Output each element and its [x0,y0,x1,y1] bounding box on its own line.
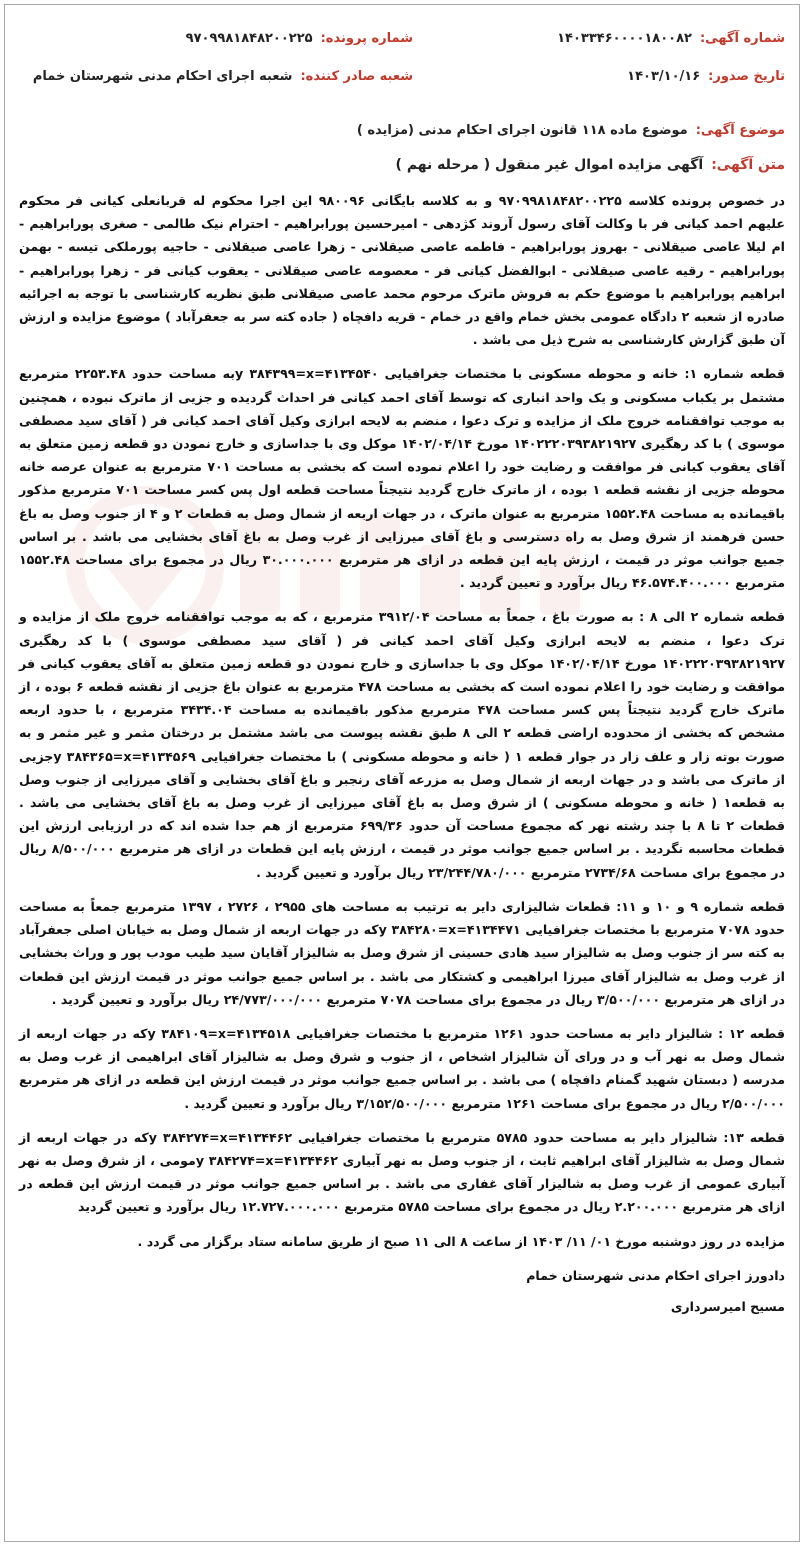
notice-title [396,157,785,173]
paragraph-plots-2-8: قطعه شماره ۲ الی ۸ : به صورت باغ ، جمعاً به مساحت ۳۹۱۲/۰۴ مترمربع ، که به موجب توافقنامه خروج ملک از مزایده و ترک دعوا ، منضم به لایحه ابرازی وکیل آقای احمد کیانی فر ( آقای سید مصطفی موسوی ) با کد رهگیری ۱۴۰۲۲۲۰۳۹۳۸۲۱۹۲۷ مورخ ۱۴۰۲/۰۴/۱۴ موکل وی با جداسازی و خارج نمودن دو قطعه زمین متعلق به آقای یعقوب کیانی فر موافقت و رضایت خود را اعلام نموده است که بخشی به مساحت ۴۷۸ مترمربع به عنوان باغ جزیی از نقشه قطعه ۶ بوده ، از ماترک خارج گردید نتیجتاً پس کسر مساحت ۴۷۸ مترمربع مذکور باقیمانده به مساحت ۳۴۳۴.۰۴ مترمربع ، با حدود اربعه مشخص که بخشی از محدوده اراضی قطعه ۲ الی ۸ طبق نقشه پیوست می باشد مشتمل بر درختان مثمر و غیر مثمر و به صورت بوته زار و علف زار در جوار قطعه ۱ ( خانه و محوطه مسکونی ) با مختصات جغرافیایی ۴۱۳۴۵۶۹=y ۳۸۴۳۶۵=xجزیی از ماترک می باشد و در جهات اربعه از شمال وصل به مزرعه آقای رنجبر و باغ آقای بخشایی و آقای میرزایی از جنوب وصل به قطعه۱ ( خانه و محوطه مسکونی ) از شرق وصل به باغ آقای میرزایی از غرب وصل به باغ آقای بخشایی می باشد . قطعات ۲ تا ۸ با چند رشته نهر که مجموع مساحت آن حدود ۶۹۹/۳۶ مترمربع از هم جدا شده اند که در ارزیابی ارزش این قطعات محاسبه نگردید . بر اساس جمیع جوانب موثر در قیمت ، ارزش پایه این قطعات در ازای هر مترمربع ۸/۵۰۰/۰۰۰ ریال در مجموع برای مساحت ۲۷۳۴/۶۸ مترمربع ۲۳/۲۴۴/۷۸۰/۰۰۰ ریال برآورد و تعیین گردید . [19,609,786,880]
issuer-value: شعبه اجرای احکام مدنی شهرستان خمام [32,69,293,84]
paragraph-plot-12: قطعه ۱۲ : شالیزار دایر به مساحت حدود ۱۲۶۱ مترمربع با مختصات جغرافیایی ۴۱۳۴۵۱۸=y ۳۸۴۱۰۹=xکه در جهات اربعه از شمال وصل به نهر آب و در ورای آن شالیزار اشخاص ، از جنوب و شرق وصل به شالیزار آقای ابراهیمی از غرب وصل به مدرسه ( دبستان شهید گمنام دافچاه ) می باشد . بر اساس جمیع جوانب موثر در قیمت ارزش این قطعه در ازای هر مترمربع ۲/۵۰۰/۰۰۰ ریال در مجموع برای مساحت ۱۲۶۱ مترمربع ۳/۱۵۲/۵۰۰/۰۰۰ ریال برآورد و تعیین گردید . [19,1025,785,1111]
notice-subject [357,123,785,138]
signature-name: مسیح امیرسرداری [670,1298,785,1314]
subject-label: موضوع آگهی: [695,123,785,138]
case-number [186,31,413,46]
notice-number [557,31,785,46]
case-number-label: شماره پرونده: [320,31,413,46]
issue-date-label: تاریخ صدور: [708,69,785,84]
paragraph-plot-1: قطعه شماره ۱: خانه و محوطه مسکونی با مختصات جغرافیایی ۴۱۳۴۵۴۰=y ۳۸۴۳۹۹=xبه مساحت حدود ۲۲۵۳.۴۸ مترمربع مشتمل بر یکباب مسکونی و یک واحد انباری که توسط آقای احمد کیانی فر احداث گردیده و جزیی از ماترک نبوده ، همچنین به موجب توافقنامه خروج ملک از مزایده و ترک دعوا ، منضم به لایحه ابرازی وکیل آقای احمد کیانی فر ( آقای سید مصطفی موسوی ) با کد رهگیری ۱۴۰۲۲۲۰۳۹۳۸۲۱۹۲۷ مورخ ۱۴۰۲/۰۴/۱۴ موکل وی با جداسازی و خارج نمودن دو قطعه زمین متعلق به آقای یعقوب کیانی فر موافقت و رضایت خود را اعلام نموده است که بخشی به مساحت ۷۰۱ مترمربع به عنوان عرصه خانه محوطه جزیی از نقشه قطعه ۱ بوده ، از ماترک خارج گردید نتیجتاً مساحت قطعه اول پس کسر مساحت ۷۰۱ مترمربع مذکور باقیمانده به مساحت ۱۵۵۲.۴۸ مترمربع به عنوان ماترک ، در جهات اربعه از شمال وصل به قطعات ۲ و ۴ از جنوب وصل به باغ حسن فرهمند از شرق وصل به راه دسترسی و باغ آقای میرزایی از غرب وصل به باغ آقای بخشایی می باشد . بر اساس جمیع جوانب موثر در قیمت ، ارزش پایه این قطعه در ازای هر مترمربع ۳۰.۰۰۰.۰۰۰ ریال در مجموع برای مساحت ۱۵۵۲.۴۸ مترمربع ۴۶.۵۷۴.۴۰۰.۰۰۰ ریال برآورد و تعیین گردید . [19,366,785,591]
paragraph-plot-13: قطعه ۱۳: شالیزار دایر به مساحت حدود ۵۷۸۵ مترمربع با مختصات جغرافیایی ۴۱۳۴۴۶۲=y ۳۸۴۲۷۴=xکه در جهات اربعه از شمال وصل به شالیزار آقای ابراهیم ثابت ، از جنوب وصل به نهر آبیاری ۴۱۳۴۴۶۲=y ۳۸۴۲۷۴=xمومی ، از شرق وصل به نهر آبیاری عمومی از غرب وصل به شالیزار آقای غفاری می باشد . بر اساس جمیع جوانب موثر در قیمت ارزش این قطعه در ازای هر مترمربع ۲.۲۰۰.۰۰۰ ریال در مجموع برای مساحت ۵۷۸۵ مترمربع ۱۲.۷۲۷.۰۰۰.۰۰۰ ریال برآورد و تعیین گردید [19,1129,785,1215]
notice-frame [4,4,800,1542]
issuer-label: شعبه صادر کننده: [300,69,413,84]
signature-office: دادورز اجرای احکام مدنی شهرستان خمام [526,1267,785,1283]
paragraph-auction-date: مزایده در روز دوشنبه مورخ ۰۱/ ۱۱/ ۱۴۰۳ از ساعت ۸ الی ۱۱ صبح از طریق سامانه ستاد برگزار می گردد . [137,1233,785,1249]
notice-number-label: شماره آگهی: [699,31,785,46]
issue-date [627,69,785,84]
ad-text-label: متن آگهی: [711,157,785,173]
ad-text-title: آگهی مزایده اموال غیر منقول ( مرحله نهم ) [395,157,704,173]
paragraph-intro: در خصوص پرونده کلاسه ۹۷۰۹۹۸۱۸۴۸۲۰۰۲۲۵ و به کلاسه بایگانی ۹۸۰۰۹۶ این اجرا محکوم له قربانعلی کیانی فر محکوم علیهم احمد کیانی فر با وکالت آقای رسول آروند کژدهی - امیرحسین پورابراهیم - احترام نیک طالمی - صغری پورابراهیم - ام لیلا عاصی صیقلانی - بهروز پورابراهیم - فاطمه عاصی صیقلانی - زهرا عاصی صیقلانی - حاجیه پورملکی تیسه - بهمن پورابراهیم - رقیه عاصی صیقلانی - ابوالفضل کیانی فر - معصومه عاصی صیقلانی - یعقوب کیانی فر - زهرا پورابراهیم - ابراهیم پورابراهیم با موضوع حکم به فروش ماترک مرحوم محمد عاصی صیقلانی طبق نظریه کارشناسی با توجه به اجرائیه صادره از شعبه ۲ دادگاه عمومی بخش خمام واقع در خمام - قریه دافچاه ( جاده کته سر به جعفرآباد ) موضوع مزایده و ارزش آن طبق گزارش کارشناسی به شرح ذیل می باشد . [19,193,786,348]
case-number-value: ۹۷۰۹۹۸۱۸۴۸۲۰۰۲۲۵ [185,31,313,46]
issuer [33,69,413,84]
notice-number-value: ۱۴۰۳۳۴۶۰۰۰۰۱۸۰۰۸۲ [557,31,692,46]
issue-date-value: ۱۴۰۳/۱۰/۱۶ [627,69,701,84]
subject-value: موضوع ماده ۱۱۸ قانون اجرای احکام مدنی (مزایده ) [356,123,688,138]
notice-body [19,189,785,1326]
paragraph-plots-9-11: قطعه شماره ۹ و ۱۰ و ۱۱: قطعات شالیزاری دایر به ترتیب به مساحت های ۲۹۵۵ ، ۲۷۲۶ ، ۱۳۹۷ مترمربع جمعاً به مساحت حدود ۷۰۷۸ مترمربع با مختصات جغرافیایی ۴۱۳۴۴۷۱=y ۳۸۴۲۸۰=xکه در جهات اربعه از شمال وصل به خیابان اصلی جعفرآباد به کته سر از جنوب وصل به شالیزار سید هادی حسینی از شرق وصل به شالیزار آقایان سید طیب مودب پور و وراث بخشایی از غرب وصل به شالیزار آقای میرزا ابراهیمی و کشتکار می باشد . بر اساس جمیع جوانب موثر در قیمت ارزش این قطعات در ازای هر مترمربع ۳/۵۰۰/۰۰۰ ریال در مجموع برای مساحت ۷۰۷۸ مترمربع ۲۴/۷۷۳/۰۰۰/۰۰۰ ریال برآورد و تعیین گردید . [19,898,785,1007]
